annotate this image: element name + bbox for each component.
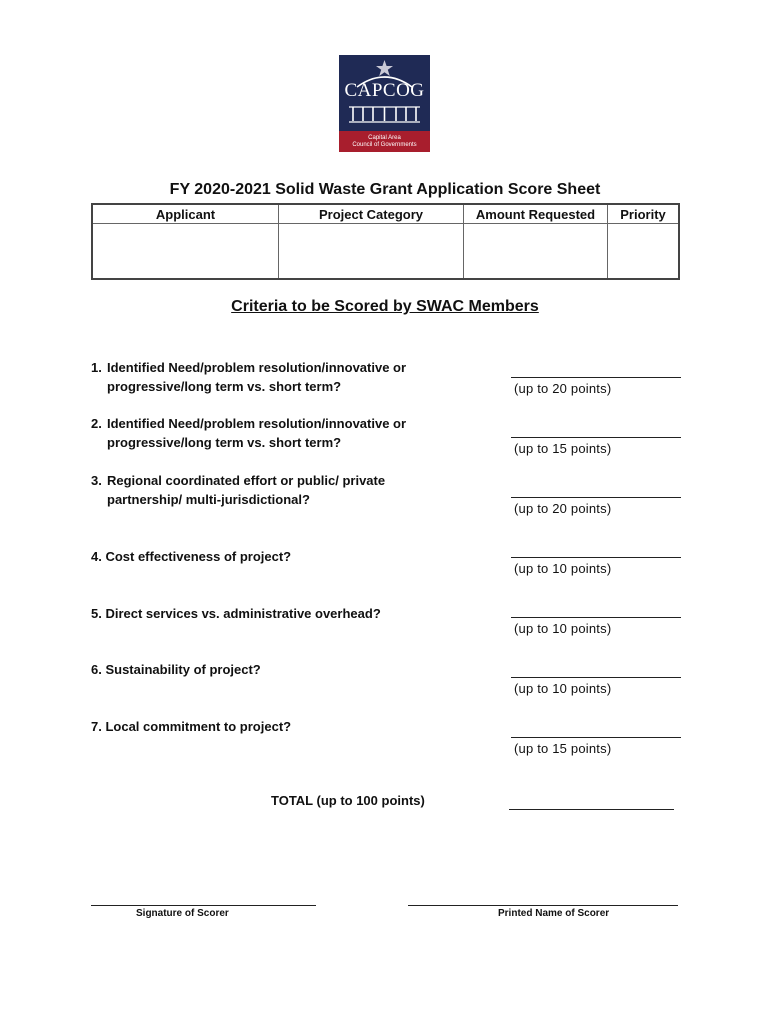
signature-line[interactable] [91,905,316,906]
cell-project-category[interactable] [279,224,464,280]
criterion-text-line1: Identified Need/problem resolution/innovative or [107,416,407,431]
signature-label: Signature of Scorer [136,908,229,919]
points-label-1: (up to 20 points) [514,381,612,396]
score-line-4[interactable] [511,557,681,558]
cell-applicant[interactable] [92,224,279,280]
criterion-text-line1: Regional coordinated effort or public/ private [107,473,386,488]
criterion-3 [91,471,385,509]
criteria-heading: Criteria to be Scored by SWAC Members [231,298,539,315]
score-line-5[interactable] [511,617,681,618]
criterion-text-line2: progressive/long term vs. short term? [107,379,342,394]
points-label-6: (up to 10 points) [514,681,612,696]
col-applicant: Applicant [92,204,279,224]
applicant-table [91,203,680,280]
criterion-text-line1: Identified Need/problem resolution/innovative or [107,360,407,375]
criterion-7: 7. Local commitment to project? [91,719,292,734]
score-line-6[interactable] [511,677,681,678]
criterion-number: 3. [91,473,102,488]
criterion-6: 6. Sustainability of project? [91,662,261,677]
points-label-5: (up to 10 points) [514,621,612,636]
score-line-3[interactable] [511,497,681,498]
cell-priority[interactable] [608,224,680,280]
logo-subtitle-line2: Council of Governments [352,142,417,148]
total-score-line[interactable] [509,809,674,810]
col-priority: Priority [608,204,680,224]
points-label-7: (up to 15 points) [514,741,612,756]
points-label-4: (up to 10 points) [514,561,612,576]
logo-subtitle-line1: Capital Area [368,135,401,141]
logo-wordmark: CAPCOG [344,80,425,101]
table-header-row [92,204,679,224]
col-project-category: Project Category [279,204,464,224]
criterion-5: 5. Direct services vs. administrative overhead? [91,606,381,621]
criterion-4: 4. Cost effectiveness of project? [91,549,292,564]
points-label-2: (up to 15 points) [514,441,612,456]
criterion-number: 2. [91,416,102,431]
page-title: FY 2020-2021 Solid Waste Grant Application Score Sheet [169,181,601,198]
score-line-2[interactable] [511,437,681,438]
score-line-7[interactable] [511,737,681,738]
criterion-text-line2: progressive/long term vs. short term? [107,435,342,450]
logo-red-band [339,131,430,152]
cell-amount-requested[interactable] [464,224,608,280]
score-line-1[interactable] [511,377,681,378]
capcog-logo [339,55,430,152]
col-amount-requested: Amount Requested [464,204,608,224]
criterion-1 [91,358,406,396]
total-label: TOTAL (up to 100 points) [271,793,425,808]
table-row [92,224,679,280]
printed-name-label: Printed Name of Scorer [498,908,610,919]
criterion-number: 1. [91,360,102,375]
criterion-text-line2: partnership/ multi-jurisdictional? [107,492,310,507]
points-label-3: (up to 20 points) [514,501,612,516]
printed-name-line[interactable] [408,905,678,906]
criterion-2 [91,414,406,452]
